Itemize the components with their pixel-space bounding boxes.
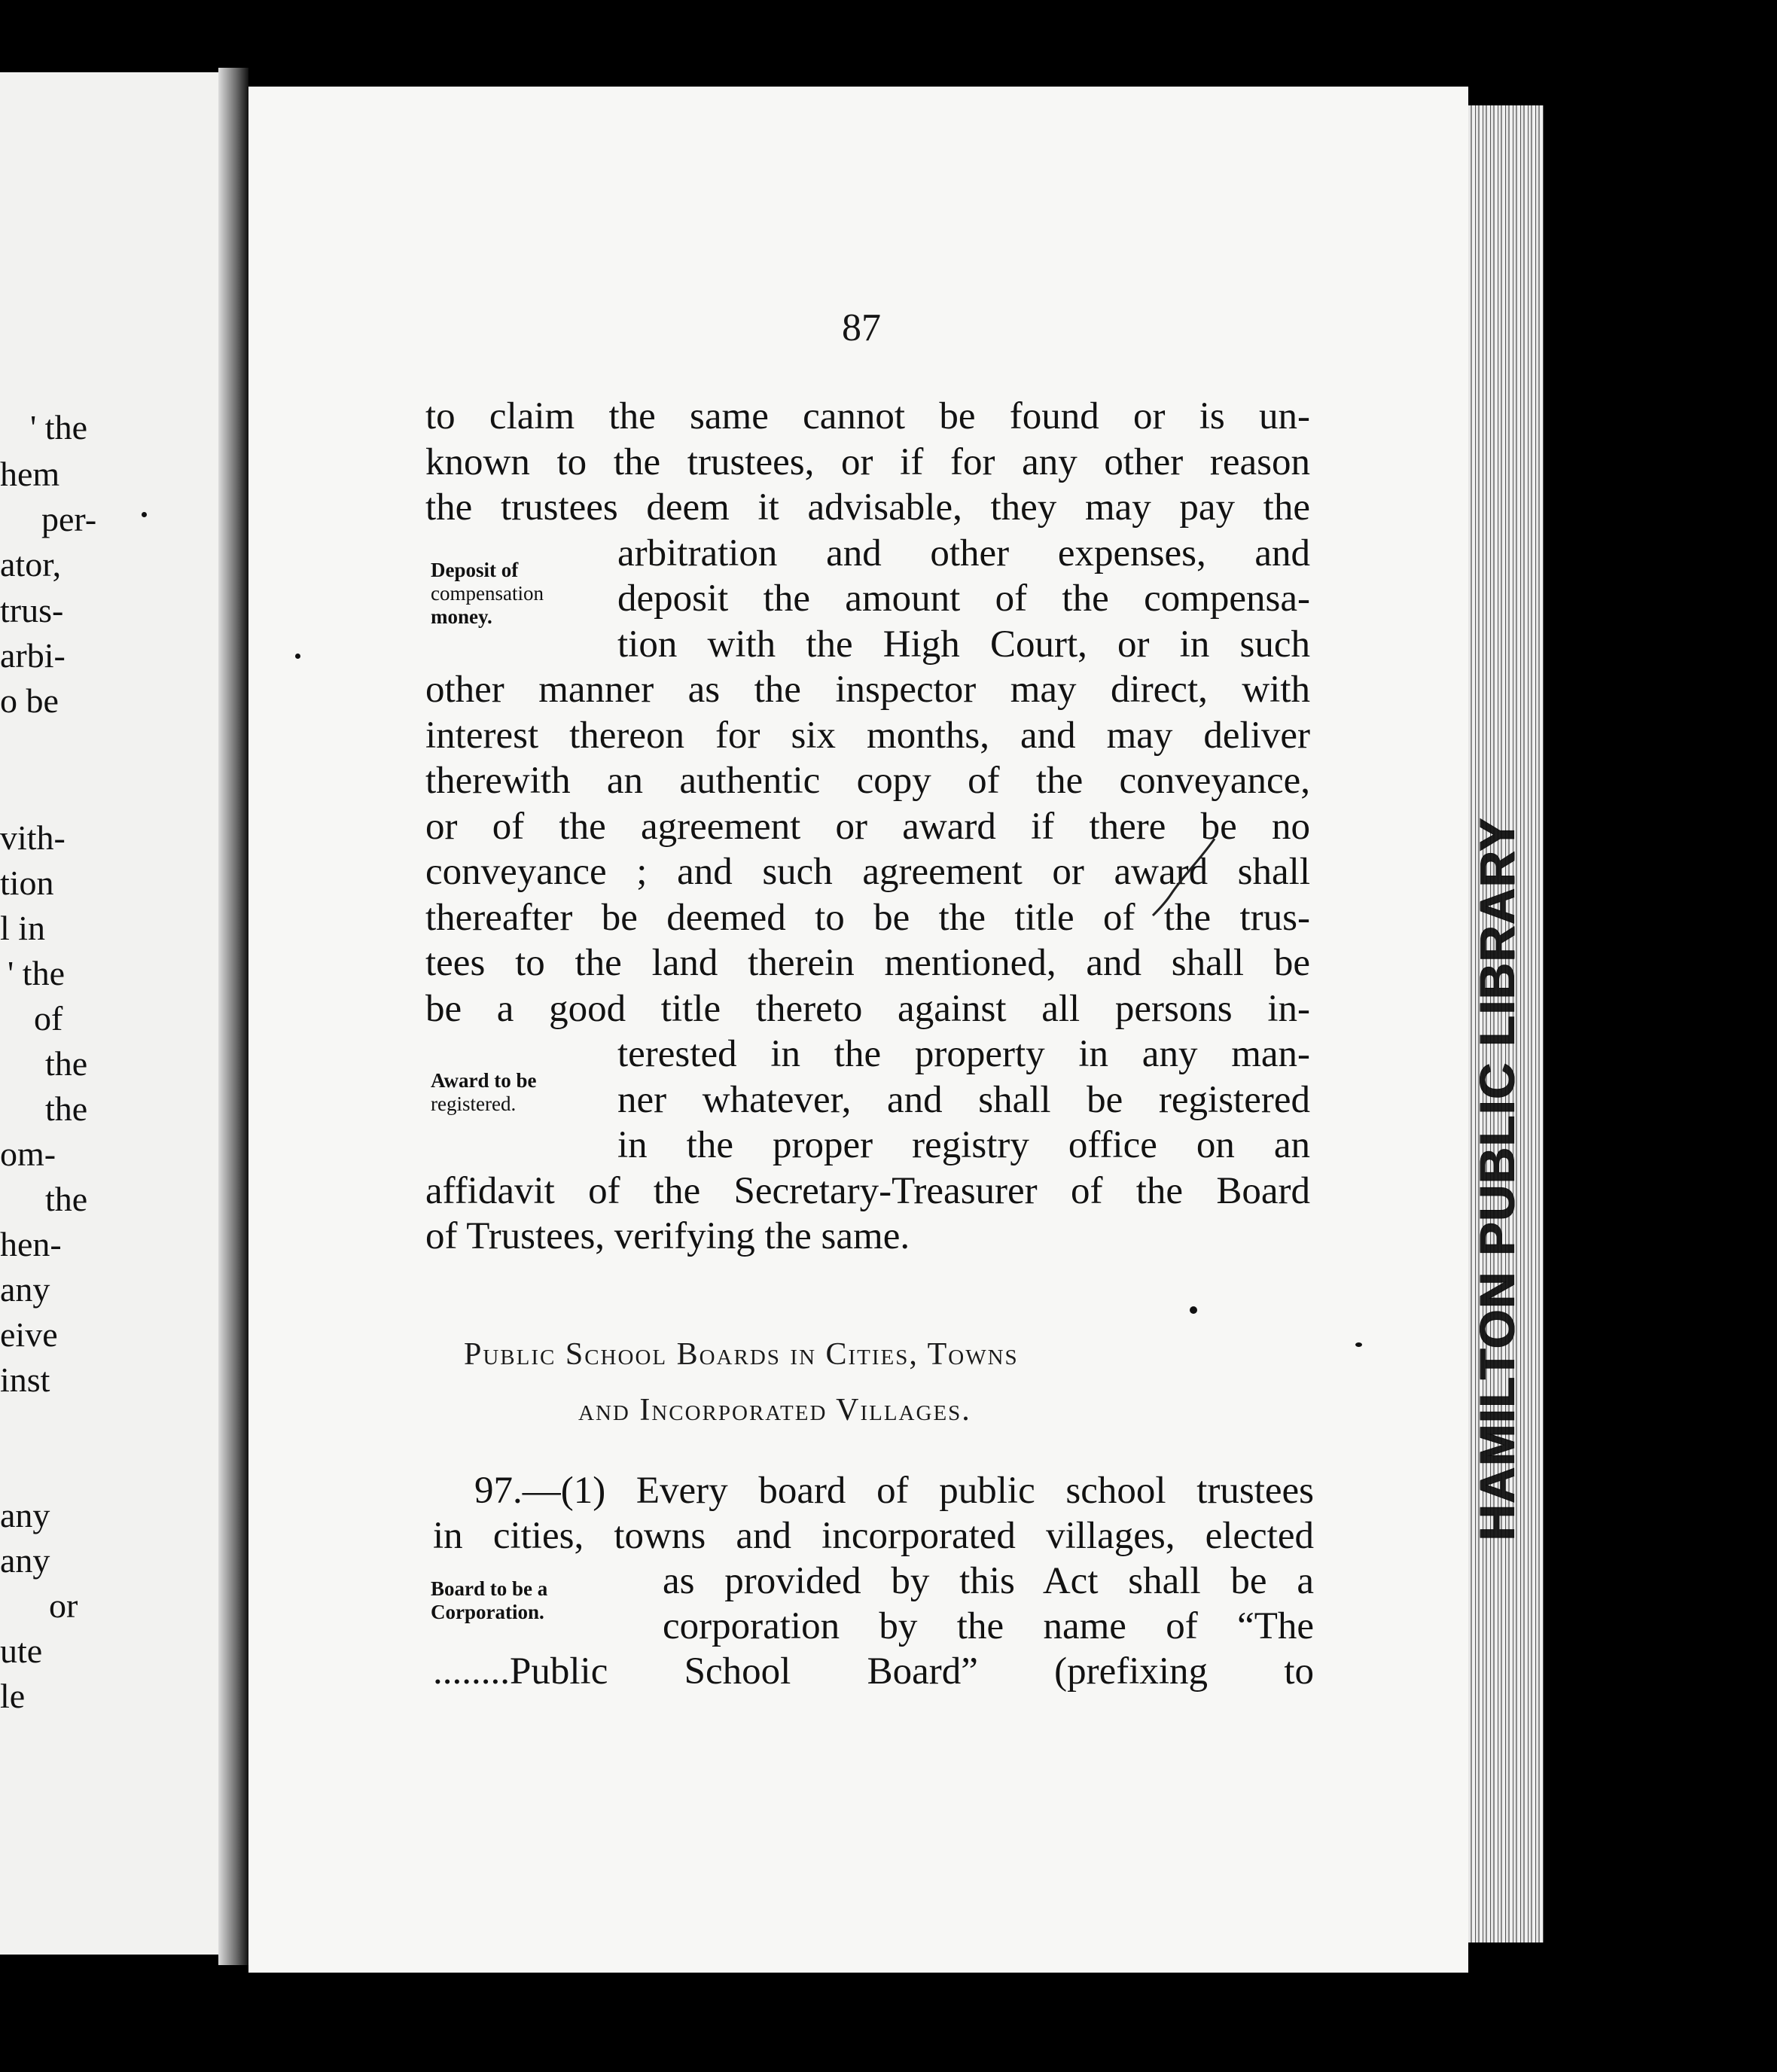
left-page-line: any bbox=[0, 1496, 50, 1534]
body-text-line: ........Public School Board” (prefixing to bbox=[433, 1650, 1314, 1693]
body-text-line: or of the agreement or award if there be no bbox=[425, 805, 1310, 848]
left-page-line: the bbox=[45, 1044, 88, 1083]
left-page-line: any bbox=[0, 1541, 50, 1580]
page-number: 87 bbox=[842, 306, 881, 349]
body-text-line: conveyance ; and such agreement or award shall bbox=[425, 851, 1310, 893]
body-text-line: therewith an authentic copy of the conveyance, bbox=[425, 760, 1310, 802]
body-text-line: tion with the High Court, or in such bbox=[617, 623, 1310, 666]
body-text-line: of Trustees, verifying the same. bbox=[425, 1215, 910, 1257]
body-text-line: interest thereon for six months, and may deliver bbox=[425, 714, 1310, 757]
ink-dot bbox=[142, 512, 147, 517]
ink-dot bbox=[1190, 1306, 1197, 1314]
left-page-line: le bbox=[0, 1677, 26, 1715]
left-page-line: trus- bbox=[0, 591, 64, 629]
left-page-line: tion bbox=[0, 864, 54, 902]
body-text-line: terested in the property in any man- bbox=[617, 1033, 1310, 1075]
body-text-line: as provided by this Act shall be a bbox=[663, 1560, 1314, 1602]
left-page-line: hem bbox=[0, 455, 60, 493]
body-text-line: known to the trustees, or if for any other reason bbox=[425, 440, 1310, 483]
left-page-line: ' the bbox=[8, 954, 65, 992]
library-stamp: HAMILTON PUBLIC LIBRARY bbox=[1469, 816, 1525, 1540]
left-page-line: ator, bbox=[0, 545, 62, 584]
body-text-line: arbitration and other expenses, and bbox=[617, 532, 1310, 574]
body-text-line: in cities, towns and incorporated villages, elected bbox=[433, 1515, 1314, 1557]
section-heading-line-2: and Incorporated Villages. bbox=[578, 1393, 971, 1428]
margin-note-award bbox=[431, 1069, 536, 1116]
left-page-line: the bbox=[45, 1180, 88, 1218]
margin-note-line: Deposit of bbox=[431, 559, 519, 581]
margin-note-line: registered. bbox=[431, 1092, 517, 1116]
left-page-line: the bbox=[45, 1089, 88, 1128]
left-page-line: arbi- bbox=[0, 636, 66, 675]
body-text-line: thereafter be deemed to be the title of the trus- bbox=[425, 896, 1310, 939]
book-gutter bbox=[218, 68, 248, 1965]
body-text-line: in the proper registry office on an bbox=[617, 1124, 1310, 1166]
margin-note-line: compensation bbox=[431, 582, 544, 605]
left-page-line: ute bbox=[0, 1632, 43, 1670]
body-text-line: corporation by the name of “The bbox=[663, 1605, 1314, 1647]
body-text-line: the trustees deem it advisable, they may pay the bbox=[425, 486, 1310, 529]
margin-note-deposit bbox=[431, 559, 544, 629]
body-text-line: to claim the same cannot be found or is un- bbox=[425, 395, 1310, 437]
margin-note-line: Corporation. bbox=[431, 1601, 544, 1624]
pen-mark bbox=[1148, 836, 1220, 919]
body-text-line: tees to the land therein mentioned, and shall be bbox=[425, 942, 1310, 984]
left-page-line: om- bbox=[0, 1135, 56, 1173]
section-heading-line-1: Public School Boards in Cities, Towns bbox=[464, 1337, 1019, 1372]
left-page-line: or bbox=[49, 1586, 78, 1625]
left-page-line: per- bbox=[41, 500, 97, 538]
body-text-line: 97.—(1) Every board of public school trustees bbox=[474, 1470, 1314, 1512]
margin-note-line: Board to be a bbox=[431, 1577, 548, 1600]
ink-dot bbox=[295, 654, 300, 659]
left-page-line: l in bbox=[0, 909, 46, 947]
margin-note-line: Award to be bbox=[431, 1069, 537, 1092]
body-text-line: ner whatever, and shall be registered bbox=[617, 1078, 1310, 1121]
left-page-line: hen- bbox=[0, 1225, 62, 1263]
margin-note-line: money. bbox=[431, 605, 492, 629]
body-text-line: other manner as the inspector may direct, with bbox=[425, 669, 1310, 711]
left-page-line: o be bbox=[0, 681, 59, 720]
left-page-line: eive bbox=[0, 1315, 58, 1354]
left-page-line: any bbox=[0, 1270, 50, 1309]
body-text-line: deposit the amount of the compensa- bbox=[617, 577, 1310, 620]
ink-dot bbox=[1355, 1342, 1362, 1347]
margin-note-board bbox=[431, 1577, 547, 1624]
left-page-line: inst bbox=[0, 1361, 50, 1399]
left-page-line: of bbox=[34, 999, 63, 1038]
left-page-line: ' the bbox=[30, 408, 87, 446]
body-text-line: be a good title thereto against all persons in- bbox=[425, 987, 1310, 1030]
body-text-line: affidavit of the Secretary-Treasurer of the Board bbox=[425, 1169, 1310, 1212]
left-page-line: vith- bbox=[0, 818, 66, 857]
